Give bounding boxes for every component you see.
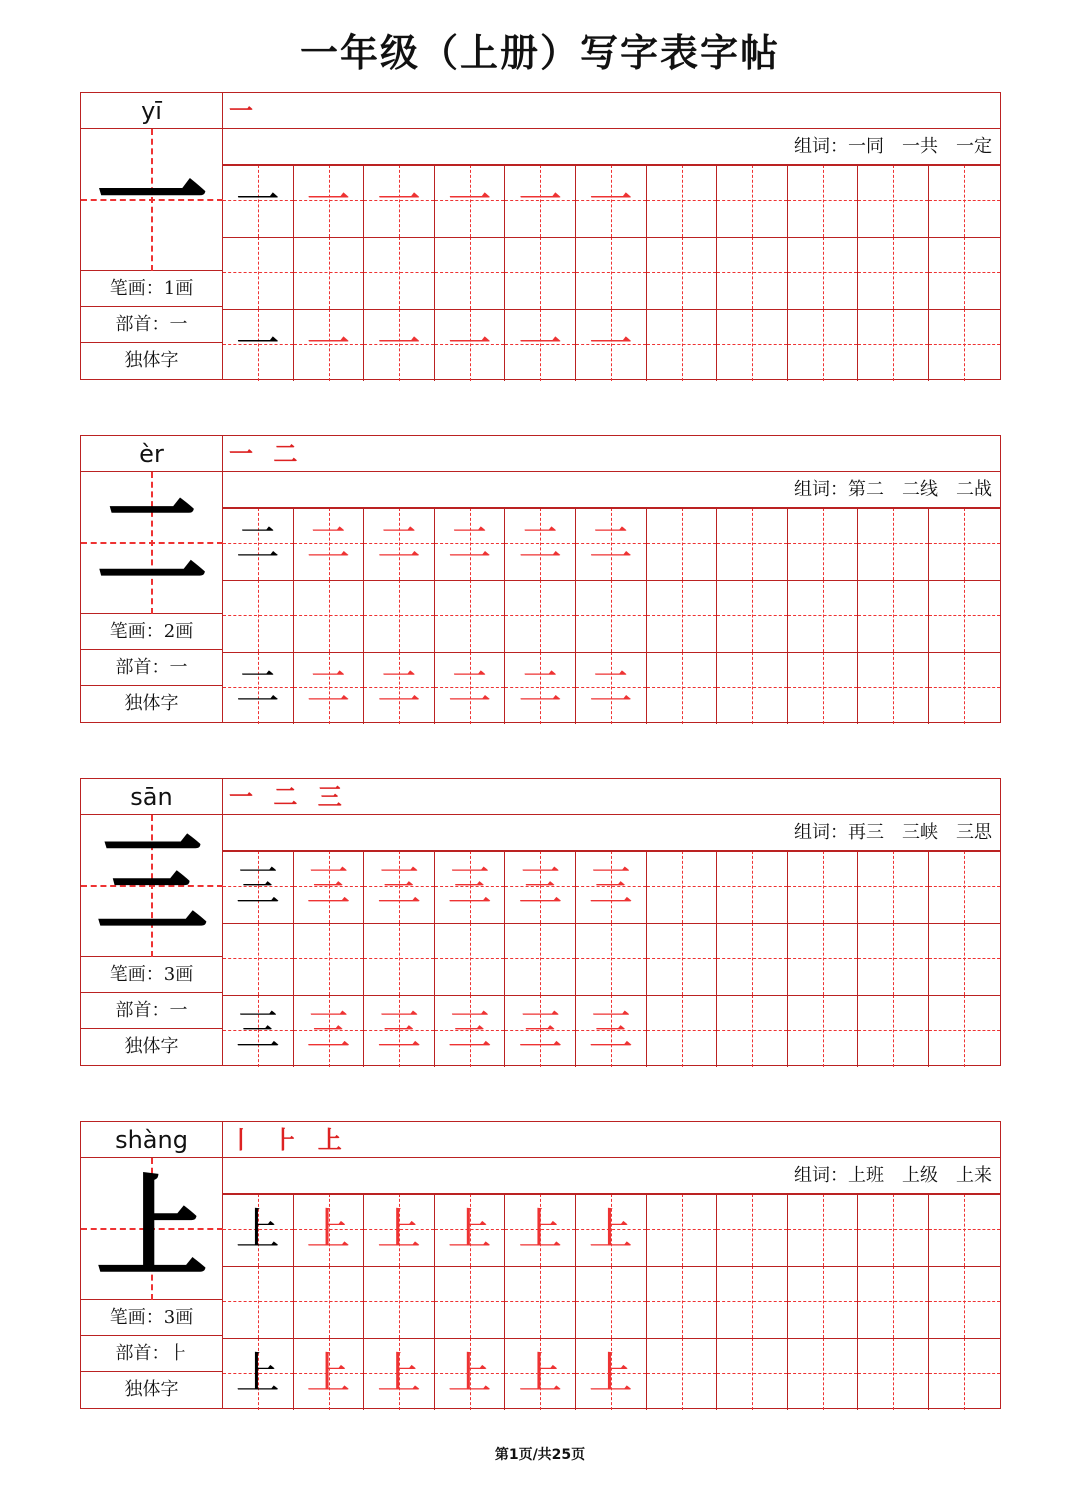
practice-cell[interactable] [576,995,647,1067]
word-examples: 组词：再三 三峡 三思 [223,815,1000,851]
practice-cell[interactable] [647,923,718,995]
practice-cell[interactable] [929,508,1000,580]
practice-cell[interactable] [505,995,576,1067]
trace-character: 一 [376,175,421,226]
practice-cell[interactable] [435,1194,506,1266]
pinyin-label: shàng [81,1122,223,1158]
pinyin-label: yī [81,93,223,129]
practice-cell[interactable] [435,165,506,237]
practice-cell[interactable] [435,508,506,580]
practice-cell[interactable] [505,1338,576,1410]
stroke-order: 一 二 三 [223,779,1000,815]
trace-character: 二 [518,662,563,713]
trace-character: 一 [306,319,351,370]
practice-cell[interactable] [364,1266,435,1338]
practice-cell[interactable] [223,851,294,923]
trace-character: 二 [447,518,492,569]
practice-cell[interactable] [223,923,294,995]
practice-cell[interactable] [788,309,859,381]
stroke-count: 笔画：3画 [81,957,223,993]
practice-cell[interactable] [647,309,718,381]
practice-cell[interactable] [647,1338,718,1410]
practice-cell[interactable] [858,165,929,237]
practice-cell[interactable] [294,1194,365,1266]
practice-cell[interactable] [929,309,1000,381]
sample-character: 二 [235,662,280,713]
pinyin-label: èr [81,436,223,472]
practice-grid-row [223,995,1000,1067]
practice-cell[interactable] [858,1194,929,1266]
practice-cell[interactable] [788,580,859,652]
trace-character: 上 [447,1204,492,1255]
trace-character: 二 [588,662,633,713]
character-block [80,92,1001,380]
practice-cell[interactable] [505,1194,576,1266]
practice-cell[interactable] [294,508,365,580]
practice-cell[interactable] [788,995,859,1067]
practice-cell[interactable] [717,1338,788,1410]
practice-cell[interactable] [576,851,647,923]
stroke-order: 丨 ⺊ 上 [223,1122,1000,1158]
practice-cell[interactable] [364,580,435,652]
structure: 独体字 [81,686,223,722]
practice-grid-row [223,923,1000,995]
practice-cell[interactable] [576,923,647,995]
practice-cell[interactable] [858,923,929,995]
trace-character: 三 [306,861,351,912]
practice-cell[interactable] [858,237,929,309]
sample-character: 上 [235,1204,280,1255]
practice-cell[interactable] [505,652,576,724]
practice-cell[interactable] [435,580,506,652]
practice-grid-row [223,1338,1000,1410]
practice-cell[interactable] [647,508,718,580]
trace-character: 上 [588,1348,633,1399]
practice-cell[interactable] [717,309,788,381]
trace-character: 三 [518,861,563,912]
trace-character: 三 [306,1005,351,1056]
practice-cell[interactable] [364,309,435,381]
practice-cell[interactable] [223,1338,294,1410]
practice-cell[interactable] [505,309,576,381]
practice-grid-row [223,165,1000,237]
practice-grid-row [223,309,1000,381]
practice-cell[interactable] [717,652,788,724]
practice-cell[interactable] [647,580,718,652]
model-character: 上 [96,1163,208,1294]
practice-cell[interactable] [929,995,1000,1067]
practice-cell[interactable] [435,923,506,995]
practice-cell[interactable] [435,309,506,381]
practice-cell[interactable] [223,1194,294,1266]
practice-cell[interactable] [505,508,576,580]
trace-character: 三 [376,1005,421,1056]
practice-cell[interactable] [717,923,788,995]
trace-character: 三 [588,861,633,912]
practice-cell[interactable] [223,508,294,580]
radical: 部首：一 [81,993,223,1029]
structure: 独体字 [81,1029,223,1065]
practice-cell[interactable] [294,165,365,237]
pinyin-label: sān [81,779,223,815]
radical: 部首：一 [81,650,223,686]
practice-cell[interactable] [435,1266,506,1338]
model-character-box [81,472,223,614]
trace-character: 一 [518,175,563,226]
stroke-count: 笔画：3画 [81,1300,223,1336]
trace-character: 二 [376,662,421,713]
model-character: 二 [96,477,208,608]
trace-character: 上 [518,1204,563,1255]
trace-character: 一 [447,175,492,226]
sample-character: 三 [235,861,280,912]
practice-cell[interactable] [858,1266,929,1338]
practice-cell[interactable] [647,237,718,309]
practice-cell[interactable] [788,1194,859,1266]
trace-character: 上 [376,1204,421,1255]
practice-cell[interactable] [294,652,365,724]
practice-cell[interactable] [788,923,859,995]
practice-grid-row [223,1266,1000,1338]
practice-cell[interactable] [576,508,647,580]
trace-character: 上 [447,1348,492,1399]
trace-character: 上 [588,1204,633,1255]
practice-cell[interactable] [647,165,718,237]
practice-cell[interactable] [788,652,859,724]
trace-character: 上 [376,1348,421,1399]
practice-cell[interactable] [435,652,506,724]
trace-character: 三 [447,861,492,912]
practice-cell[interactable] [647,1266,718,1338]
practice-cell[interactable] [858,580,929,652]
practice-cell[interactable] [929,1338,1000,1410]
practice-cell[interactable] [647,652,718,724]
practice-cell[interactable] [223,995,294,1067]
practice-cell[interactable] [576,1338,647,1410]
practice-cell[interactable] [717,1194,788,1266]
sample-character: 上 [235,1348,280,1399]
trace-character: 上 [306,1204,351,1255]
sample-character: 一 [235,319,280,370]
practice-cell[interactable] [294,1266,365,1338]
practice-cell[interactable] [929,165,1000,237]
practice-cell[interactable] [647,995,718,1067]
practice-cell[interactable] [505,580,576,652]
practice-cell[interactable] [294,309,365,381]
practice-cell[interactable] [364,237,435,309]
trace-character: 一 [588,175,633,226]
practice-cell[interactable] [294,923,365,995]
trace-character: 一 [447,319,492,370]
practice-cell[interactable] [717,580,788,652]
practice-cell[interactable] [223,1266,294,1338]
practice-cell[interactable] [717,237,788,309]
practice-cell[interactable] [223,580,294,652]
practice-cell[interactable] [929,652,1000,724]
trace-character: 二 [588,518,633,569]
word-examples: 组词：第二 二线 二战 [223,472,1000,508]
practice-cell[interactable] [717,1266,788,1338]
model-character-box [81,815,223,957]
practice-grid-row [223,237,1000,309]
radical: 部首：⺊ [81,1336,223,1372]
trace-character: 一 [376,319,421,370]
page-footer: 第1页/共25页 [494,1447,586,1463]
practice-cell[interactable] [364,165,435,237]
practice-cell[interactable] [435,851,506,923]
structure: 独体字 [81,343,223,379]
trace-character: 三 [447,1005,492,1056]
practice-cell[interactable] [223,652,294,724]
practice-cell[interactable] [717,995,788,1067]
practice-cell[interactable] [364,1338,435,1410]
structure: 独体字 [81,1372,223,1408]
practice-grid-row [223,1194,1000,1266]
practice-cell[interactable] [858,309,929,381]
trace-character: 二 [376,518,421,569]
character-block [80,435,1001,723]
model-character: 一 [96,134,208,265]
sample-character: 二 [235,518,280,569]
character-block [80,1121,1001,1409]
practice-cell[interactable] [294,580,365,652]
practice-cell[interactable] [929,1266,1000,1338]
practice-cell[interactable] [858,851,929,923]
practice-cell[interactable] [717,165,788,237]
practice-cell[interactable] [647,851,718,923]
practice-cell[interactable] [223,237,294,309]
practice-cell[interactable] [788,851,859,923]
trace-character: 三 [376,861,421,912]
practice-grid-row [223,508,1000,580]
practice-cell[interactable] [788,1338,859,1410]
practice-cell[interactable] [858,995,929,1067]
trace-character: 一 [588,319,633,370]
stroke-count: 笔画：2画 [81,614,223,650]
word-examples: 组词：上班 上级 上来 [223,1158,1000,1194]
practice-cell[interactable] [929,923,1000,995]
practice-cell[interactable] [576,652,647,724]
practice-cell[interactable] [505,165,576,237]
practice-cell[interactable] [505,237,576,309]
practice-cell[interactable] [717,851,788,923]
practice-cell[interactable] [929,1194,1000,1266]
practice-grid-row [223,851,1000,923]
practice-cell[interactable] [223,309,294,381]
practice-cell[interactable] [294,237,365,309]
practice-cell[interactable] [576,237,647,309]
practice-cell[interactable] [858,1338,929,1410]
stroke-order: 一 二 [223,436,1000,472]
trace-character: 二 [518,518,563,569]
practice-cell[interactable] [858,652,929,724]
practice-cell[interactable] [858,508,929,580]
sample-character: 一 [235,175,280,226]
trace-character: 上 [518,1348,563,1399]
trace-character: 一 [306,175,351,226]
practice-cell[interactable] [929,851,1000,923]
practice-cell[interactable] [788,508,859,580]
model-character-box [81,1158,223,1300]
page-title: 一年级（上册）写字表字帖 [299,31,780,75]
model-character-box [81,129,223,271]
practice-cell[interactable] [576,309,647,381]
radical: 部首：一 [81,307,223,343]
practice-cell[interactable] [576,165,647,237]
practice-cell[interactable] [364,1194,435,1266]
practice-cell[interactable] [294,1338,365,1410]
practice-cell[interactable] [435,237,506,309]
practice-cell[interactable] [223,165,294,237]
trace-character: 上 [306,1348,351,1399]
practice-cell[interactable] [788,237,859,309]
sample-character: 三 [235,1005,280,1056]
trace-character: 二 [306,518,351,569]
trace-character: 一 [518,319,563,370]
practice-cell[interactable] [576,1266,647,1338]
practice-cell[interactable] [294,851,365,923]
model-character: 三 [96,820,208,951]
practice-cell[interactable] [647,1194,718,1266]
practice-cell[interactable] [364,923,435,995]
practice-cell[interactable] [717,508,788,580]
stroke-order: 一 [223,93,1000,129]
practice-cell[interactable] [929,580,1000,652]
trace-character: 三 [588,1005,633,1056]
stroke-count: 笔画：1画 [81,271,223,307]
practice-cell[interactable] [505,1266,576,1338]
practice-cell[interactable] [576,1194,647,1266]
trace-character: 二 [306,662,351,713]
character-block [80,778,1001,1066]
practice-cell[interactable] [364,851,435,923]
word-examples: 组词：一同 一共 一定 [223,129,1000,165]
practice-cell[interactable] [788,165,859,237]
practice-cell[interactable] [364,995,435,1067]
practice-cell[interactable] [435,995,506,1067]
practice-cell[interactable] [505,923,576,995]
practice-grid-row [223,652,1000,724]
practice-cell[interactable] [788,1266,859,1338]
practice-grid-row [223,580,1000,652]
practice-cell[interactable] [435,1338,506,1410]
practice-cell[interactable] [364,652,435,724]
practice-cell[interactable] [929,237,1000,309]
trace-character: 三 [518,1005,563,1056]
trace-character: 二 [447,662,492,713]
practice-cell[interactable] [294,995,365,1067]
practice-cell[interactable] [576,580,647,652]
practice-cell[interactable] [505,851,576,923]
practice-cell[interactable] [364,508,435,580]
